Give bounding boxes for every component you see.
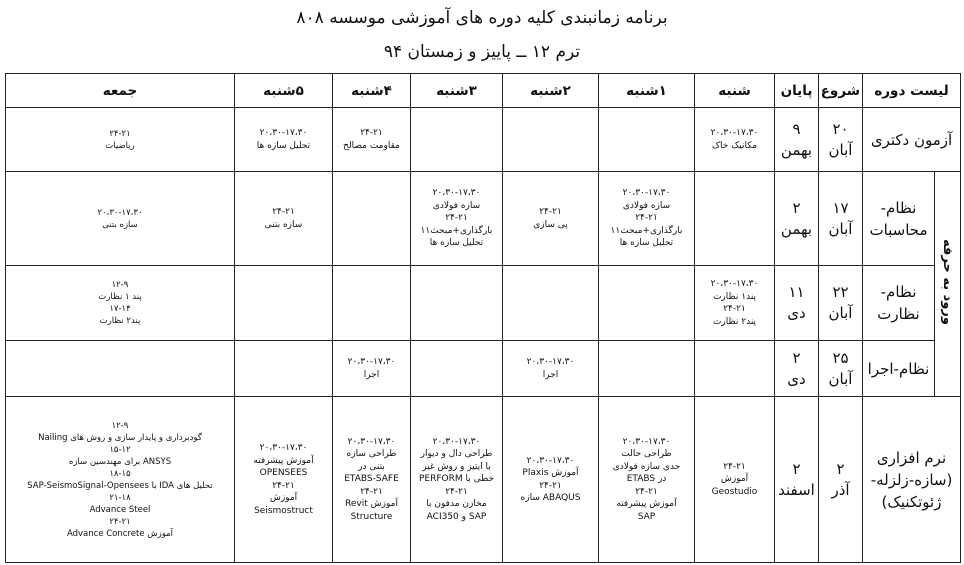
table-row bbox=[6, 172, 961, 266]
cell-line: ۲۰،۳۰-۱۷،۳۰ bbox=[710, 279, 759, 289]
cell-line: ۲۴-۲۱ bbox=[272, 207, 295, 217]
cell-line: نرم افزاری bbox=[876, 448, 947, 467]
cell-line: گودبرداری و پایدار سازی و روش های Nailing bbox=[38, 432, 202, 443]
header-thursday: ۵شنبه bbox=[235, 74, 333, 108]
cell-line: ۹ bbox=[792, 119, 801, 138]
schedule-cell-sun bbox=[599, 341, 695, 397]
cell-line: ۲۰،۳۰-۱۷،۳۰ bbox=[710, 128, 759, 138]
cell-line: ۲۰،۳۰-۱۷،۳۰ bbox=[347, 357, 396, 367]
cell-line: آذر bbox=[831, 480, 850, 499]
cell-line: آموزش Revit bbox=[345, 499, 398, 510]
end-date bbox=[775, 266, 819, 341]
schedule-cell-wed bbox=[333, 108, 411, 172]
cell-line: مخازن مدفون با bbox=[426, 499, 487, 510]
cell-line: آبان bbox=[828, 304, 853, 322]
header-saturday: شنبه bbox=[695, 74, 775, 108]
schedule-cell-sun bbox=[599, 397, 695, 563]
cell-line: ریاضیات bbox=[105, 140, 135, 151]
schedule-cell-fri bbox=[6, 397, 235, 563]
cell-line: (سازه-زلزله- bbox=[870, 470, 953, 489]
cell-line: سازه بتنی bbox=[102, 219, 138, 230]
header-friday: جمعه bbox=[6, 74, 235, 108]
schedule-cell-sat bbox=[695, 172, 775, 266]
cell-line: نظام-اجرا bbox=[867, 359, 930, 378]
schedule-cell-wed bbox=[333, 172, 411, 266]
cell-line: ۲۴-۲۱ bbox=[360, 486, 383, 497]
cell-line: Structure bbox=[350, 511, 393, 522]
cell-line: بارگذاری+مبحث۱۱ bbox=[420, 225, 493, 236]
cell-line: ۲۴-۲۱ bbox=[539, 207, 562, 217]
cell-line: اجرا bbox=[363, 369, 380, 380]
schedule-cell-tue bbox=[411, 108, 503, 172]
table-row bbox=[6, 397, 961, 563]
cell-line: بهمن bbox=[780, 219, 813, 238]
schedule-cell-sat bbox=[695, 266, 775, 341]
cell-line: آموزش پیشرفته bbox=[253, 455, 314, 466]
cell-line: Seismostruct bbox=[254, 505, 313, 516]
cell-line: سازه فولادی bbox=[622, 200, 671, 211]
schedule-cell-wed bbox=[333, 341, 411, 397]
cell-line: طراحی دال و دیوار bbox=[420, 449, 493, 460]
cell-line: OPENSEES bbox=[259, 468, 308, 478]
cell-line: ۱۷-۱۴ bbox=[109, 304, 131, 314]
cell-line: بهمن bbox=[780, 140, 813, 159]
cell-line: ۱۲-۹ bbox=[111, 420, 129, 431]
schedule-cell-mon bbox=[503, 172, 599, 266]
schedule-cell-thu bbox=[235, 341, 333, 397]
cell-line: طراحی حالت bbox=[621, 449, 672, 460]
course-name bbox=[863, 341, 935, 397]
cell-line: ۲۰،۳۰-۱۷،۳۰ bbox=[97, 207, 143, 218]
cell-line: در ETABS bbox=[626, 474, 667, 485]
schedule-cell-tue bbox=[411, 397, 503, 563]
cell-line: سازه بتنی bbox=[264, 219, 303, 230]
cell-line: دی bbox=[787, 304, 806, 322]
cell-line: ۲۰ bbox=[832, 119, 849, 138]
group-label-text: ورود به حرفه bbox=[940, 239, 955, 325]
cell-line: آبان bbox=[828, 369, 853, 388]
schedule-cell-mon bbox=[503, 266, 599, 341]
course-name bbox=[863, 397, 961, 563]
cell-line: ۲۰،۳۰-۱۷،۳۰ bbox=[622, 436, 671, 447]
cell-line: SAP bbox=[637, 511, 656, 522]
table-row bbox=[6, 108, 961, 172]
cell-line: ۲۱-۱۸ bbox=[109, 492, 131, 503]
schedule-cell-mon bbox=[503, 397, 599, 563]
cell-line: اجرا bbox=[542, 369, 559, 380]
end-date bbox=[775, 341, 819, 397]
cell-line: تحلیل سازه ها bbox=[619, 238, 674, 249]
table-row bbox=[6, 266, 961, 341]
cell-line: ۲۰،۳۰-۱۷،۳۰ bbox=[432, 436, 481, 447]
cell-line: بارگذاری+مبحث۱۱ bbox=[610, 225, 683, 236]
schedule-cell-sun bbox=[599, 108, 695, 172]
cell-line: آموزش bbox=[720, 474, 749, 485]
cell-line: SAP و ACI350 bbox=[426, 511, 487, 522]
header-start: شروع bbox=[819, 74, 863, 108]
header-monday: ۲شنبه bbox=[503, 74, 599, 108]
cell-line: سازه فولادی bbox=[432, 200, 481, 211]
start-date bbox=[819, 341, 863, 397]
cell-line: ۲۰،۳۰-۱۷،۳۰ bbox=[526, 357, 575, 367]
header-end: پایان bbox=[775, 74, 819, 108]
schedule-cell-sun bbox=[599, 172, 695, 266]
schedule-cell-fri bbox=[6, 341, 235, 397]
schedule-cell-tue bbox=[411, 266, 503, 341]
cell-line: ABAQUS سازه bbox=[520, 493, 581, 503]
cell-line: حدی سازه فولادی bbox=[612, 461, 681, 472]
header-course-list: لیست دوره bbox=[863, 74, 961, 108]
cell-line: نظام- نظارت bbox=[877, 283, 920, 323]
cell-line: ۲۴-۲۱ bbox=[635, 213, 658, 224]
cell-line: ۲۴-۲۱ bbox=[723, 304, 746, 314]
cell-line: ۲۴-۲۱ bbox=[445, 486, 468, 497]
cell-line: ۲۴-۲۱ bbox=[360, 128, 383, 138]
schedule-table bbox=[5, 73, 961, 563]
cell-line: ۲ bbox=[792, 348, 801, 367]
cell-line: ۲۵ bbox=[832, 348, 849, 367]
cell-line: پند۲ نظارت bbox=[712, 316, 757, 327]
end-date bbox=[775, 108, 819, 172]
cell-line: پند ۱ نظارت bbox=[98, 292, 142, 302]
schedule-cell-wed bbox=[333, 266, 411, 341]
schedule-cell-mon bbox=[503, 341, 599, 397]
cell-line: ANSYS برای مهندسین سازه bbox=[68, 456, 172, 467]
course-name bbox=[863, 108, 961, 172]
cell-line: تحلیل سازه ها bbox=[256, 140, 311, 151]
cell-line: ۲۰،۳۰-۱۷،۳۰ bbox=[432, 188, 481, 199]
cell-line: ۲۴-۲۱ bbox=[539, 480, 562, 491]
cell-line: آموزش پیشرفته bbox=[616, 499, 677, 510]
schedule-cell-tue bbox=[411, 172, 503, 266]
cell-line: ۲۲ bbox=[832, 283, 849, 301]
schedule-cell-fri bbox=[6, 172, 235, 266]
cell-line: ۲۴-۲۱ bbox=[445, 213, 468, 224]
cell-line: ۲۴-۲۱ bbox=[109, 128, 131, 139]
cell-line: ۲۴-۲۱ bbox=[109, 516, 131, 527]
cell-line: ETABS-SAFE bbox=[344, 474, 399, 485]
schedule-cell-thu bbox=[235, 172, 333, 266]
table-row bbox=[6, 341, 961, 397]
schedule-cell-sat bbox=[695, 108, 775, 172]
cell-line: مکانیک خاک bbox=[711, 140, 758, 151]
cell-line: ۲ bbox=[792, 198, 801, 217]
cell-line: پند۱ نظارت bbox=[712, 291, 757, 302]
cell-line: ۲ bbox=[836, 459, 845, 478]
schedule-cell-thu bbox=[235, 266, 333, 341]
cell-line: ۱۲-۹ bbox=[111, 280, 129, 290]
cell-line: ۱۱ bbox=[788, 283, 805, 301]
cell-line: طراحی سازه bbox=[346, 449, 397, 460]
cell-line: ۲۴-۲۱ bbox=[635, 486, 658, 497]
schedule-cell-mon bbox=[503, 108, 599, 172]
cell-line: ۲۰،۳۰-۱۷،۳۰ bbox=[622, 188, 671, 199]
cell-line: ۱۵-۱۲ bbox=[109, 444, 131, 455]
cell-line: ۱۷ bbox=[832, 198, 849, 217]
cell-line: اسفند bbox=[778, 480, 815, 499]
cell-line: ۲۰،۳۰-۱۷،۳۰ bbox=[526, 455, 575, 466]
cell-line: ۲۰،۳۰-۱۷،۳۰ bbox=[347, 436, 396, 447]
cell-line: آزمون دکتری bbox=[870, 130, 953, 149]
start-date bbox=[819, 172, 863, 266]
header-row bbox=[6, 74, 961, 108]
cell-line: آبان bbox=[828, 140, 853, 159]
cell-line: مقاومت مصالح bbox=[343, 140, 400, 151]
cell-line: Advance Steel bbox=[89, 504, 151, 515]
schedule-cell-fri bbox=[6, 266, 235, 341]
cell-line: آموزش Advance Concrete bbox=[66, 528, 174, 539]
cell-line: تحلیل های IDA با SAP-SeismoSignal-Opensees bbox=[27, 480, 213, 491]
course-name bbox=[863, 172, 935, 266]
cell-line: ۲۰،۳۰-۱۷،۳۰ bbox=[259, 443, 308, 453]
schedule-cell-wed bbox=[333, 397, 411, 563]
cell-line: ۲۴-۲۱ bbox=[723, 461, 746, 472]
end-date bbox=[775, 172, 819, 266]
page-subtitle: ترم ۱۲ ــ پاییز و زمستان ۹۴ bbox=[383, 42, 581, 62]
cell-line: ژئوتکنیک) bbox=[881, 492, 942, 511]
cell-line: پند۲ نظارت bbox=[99, 316, 141, 326]
cell-line: Geostudio bbox=[711, 486, 758, 497]
header-wednesday: ۴شنبه bbox=[333, 74, 411, 108]
schedule-cell-thu bbox=[235, 397, 333, 563]
cell-line: ۲۰،۳۰-۱۷،۳۰ bbox=[259, 128, 308, 138]
start-date bbox=[819, 266, 863, 341]
schedule-cell-tue bbox=[411, 341, 503, 397]
cell-line: دی bbox=[787, 369, 806, 388]
cell-line: آبان bbox=[828, 219, 853, 238]
cell-line: آموزش bbox=[269, 493, 298, 503]
schedule-cell-fri bbox=[6, 108, 235, 172]
header-tuesday: ۳شنبه bbox=[411, 74, 503, 108]
schedule-cell-sun bbox=[599, 266, 695, 341]
cell-line: تحلیل سازه ها bbox=[429, 238, 484, 249]
header-sunday: ۱شنبه bbox=[599, 74, 695, 108]
cell-line: بتنی در bbox=[358, 461, 385, 472]
schedule-cell-sat bbox=[695, 341, 775, 397]
cell-line: پی سازی bbox=[533, 219, 568, 230]
cell-line: خطی با PERFORM bbox=[418, 474, 495, 485]
cell-line: ۱۸-۱۵ bbox=[109, 468, 131, 479]
page-title: برنامه زمانبندی کلیه دوره های آموزشی موسسه ۸۰۸ bbox=[296, 8, 668, 28]
group-label bbox=[935, 172, 961, 397]
start-date bbox=[819, 397, 863, 563]
schedule-cell-thu bbox=[235, 108, 333, 172]
start-date bbox=[819, 108, 863, 172]
end-date bbox=[775, 397, 819, 563]
schedule-cell-sat bbox=[695, 397, 775, 563]
cell-line: آموزش Plaxis bbox=[522, 468, 579, 478]
cell-line: ۲۴-۲۱ bbox=[272, 480, 295, 491]
course-name bbox=[863, 266, 935, 341]
cell-line: نظام- محاسبات bbox=[869, 198, 928, 239]
cell-line: با ایتیز و روش غیر bbox=[422, 461, 491, 472]
cell-line: ۲ bbox=[792, 459, 801, 478]
